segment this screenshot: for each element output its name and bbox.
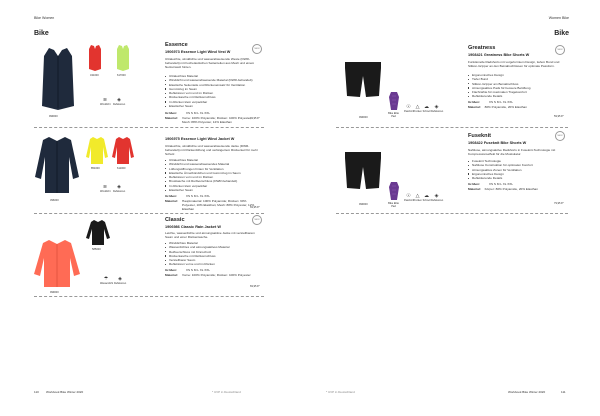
color-code: 999000 — [359, 116, 368, 119]
vest-red-image — [88, 45, 102, 71]
feature-item: Reflektoren vorn und im Rücken — [165, 175, 260, 179]
feature-item: Silikon-Gripper am Beinabschluss — [468, 82, 564, 86]
header-left: Bike Women — [34, 16, 55, 20]
sizes-label: Größen: — [165, 111, 178, 115]
color-code: 585000 — [92, 248, 101, 251]
legend-label: Winddicht — [100, 103, 111, 106]
product-name: Classic — [165, 217, 185, 223]
material-row — [165, 273, 260, 277]
rain-icon: ☂ Wasserdicht — [100, 276, 114, 285]
dry-icon: △ Trocken — [413, 104, 422, 113]
legend-label: Reflektoren — [114, 282, 127, 285]
feature-item: Reflektoren vorne und im Rücken — [165, 262, 260, 266]
wind-icon: ≋ Winddicht — [100, 184, 111, 193]
vest-navy-image — [40, 48, 76, 110]
divider — [34, 213, 264, 214]
color-code: 851000 — [91, 167, 100, 170]
vest-lime-image — [116, 45, 130, 71]
material-label: Material: — [165, 272, 178, 277]
product-name: Essence — [165, 42, 188, 48]
wind-icon: ≋ Winddicht — [100, 97, 111, 106]
legend-label: Trocken — [413, 110, 422, 113]
legend-label: Passform — [404, 199, 415, 202]
product-description: Nahtlose, atmungsaktive Radshorts in Fuseknit-Technologie mit Kompressionseffekt für die Muskulatur. — [468, 148, 556, 157]
color-code: 431000 — [90, 74, 99, 77]
price: 69,95 €* — [250, 206, 260, 209]
left-section-title: Bike — [34, 30, 49, 37]
header-right: Women Bike — [548, 16, 569, 20]
reflect-icon: ◈ Reflektoren — [431, 104, 444, 113]
color-code: 999000 — [50, 291, 59, 294]
sizes-label: Größen: — [165, 194, 178, 198]
rain-jacket-coral-image — [34, 240, 80, 288]
sizes-value: XS S M L XL XXL — [488, 100, 514, 104]
color-code: 396000 — [50, 199, 59, 202]
pad-purple-image — [389, 92, 399, 110]
material-value: Vorne: 100% Polyamide; Rücken: 100% Polyester, Mesh: 88% Polyester, 12% Elasthan — [182, 115, 252, 124]
material-label: Material: — [468, 104, 481, 109]
feature-item: Reflektierende Details — [468, 94, 564, 98]
sizes-value: XS S M L XL XXL — [185, 194, 211, 198]
feature-list — [165, 74, 260, 108]
sizes-label: Größen: — [165, 268, 178, 272]
legend-label: Wasserdicht — [100, 282, 114, 285]
reflect-icon: ◈ Reflektoren — [113, 184, 126, 193]
feature-list — [165, 241, 260, 267]
product-description: Leichte, wasserdichte und atmungsaktive Jacke mit verstellbarem Saum und einer Rückentasche. — [165, 231, 255, 240]
material-value: Hauptmaterial: 100% Polyamide; Rücken: 90% Polyester, 10% Elasthan; Mesh: 88% Polyester, 12% Elasthan — [182, 198, 255, 211]
price: 69,95 €* — [250, 285, 260, 288]
rain-jacket-black-image — [86, 220, 110, 246]
feature-item: Gummizug im Saum — [165, 87, 260, 91]
feature-item: Elastischer Saum — [165, 188, 260, 192]
feature-item: Rückentasche mit Reißverschluss — [165, 254, 260, 258]
product-code-line: 1906986 Classic Rain Jacket W — [165, 225, 221, 229]
feature-item: Tiefer Bund — [468, 77, 564, 81]
feature-item: Im Rücken klein verpackbar — [165, 184, 260, 188]
feature-list — [468, 73, 564, 99]
divider — [336, 213, 568, 214]
product-code-line: 1906975 Essence Light Wind Jacket W — [165, 137, 235, 141]
material-label: Material: — [468, 186, 481, 191]
sizes-label: Größen: — [468, 182, 481, 186]
footer-title-right: Workbook Bike Winter 2020 — [508, 390, 546, 394]
feature-item: Elastische Ärmelbündchen und Gummizug im Saum — [165, 171, 260, 175]
material-row — [468, 105, 564, 109]
divider — [34, 296, 264, 297]
legend-label: Reflektoren — [113, 190, 126, 193]
price: 49,95 €* — [250, 117, 260, 120]
feature-item: Flachnähte für maximalen Tragekomfort — [468, 90, 564, 94]
feature-item: Elastischer Saum — [165, 104, 260, 108]
feature-item: Im Rücken klein verpackbar — [165, 100, 260, 104]
feature-item: Brusttasche mit Reißverschluss (DWR-behandelt) — [165, 179, 260, 183]
sizes-value: XS S M L XL XXL — [185, 111, 211, 115]
sizes-value: XS S M L XL XXL — [488, 182, 514, 186]
feature-item: Ergonomisches Design — [468, 73, 564, 77]
feature-item: Atmungsaktive Pads für bessere Belüftung — [468, 86, 564, 90]
new-badge: NEW — [252, 44, 262, 54]
feature-item: Reißverschluss mit Kinnschutz — [165, 250, 260, 254]
material-row — [165, 199, 260, 212]
footer-title-left: Workbook Bike Winter 2020 — [46, 390, 84, 394]
material-value: Körper: 80% Polyamide, 20% Elasthan — [484, 186, 538, 191]
legend-label: Reflektoren — [431, 110, 444, 113]
legend-label: Passform — [404, 110, 415, 113]
feature-item: Fuseknit Technologie — [468, 159, 564, 163]
legend-label: Reflektoren — [113, 103, 126, 106]
material-row — [165, 116, 260, 124]
legend-label: Schnell — [422, 110, 431, 113]
feature-item: Ultraleichtes Material — [165, 74, 260, 78]
color-code: 999000 — [359, 203, 368, 206]
new-badge: NEW — [555, 45, 565, 55]
feature-item: Ergonomisches Design — [468, 172, 564, 176]
shorts-black-image — [343, 152, 383, 190]
dry-icon: △ Trocken — [413, 193, 422, 202]
feature-list — [165, 158, 260, 192]
feature-item: Elastische Seitenteile und Rückeneinsatz für Ventilation — [165, 83, 260, 87]
feature-item: Winddicht und wasserabweisendes Material — [165, 162, 260, 166]
color-code: 611000 — [117, 167, 126, 170]
new-badge: NEW — [555, 131, 565, 141]
material-value: Vorne: 100% Polyamide; Rücken: 100% Polyester — [182, 272, 251, 277]
material-row — [468, 187, 564, 191]
feature-item: Nahtlose Konstruktion für optimalen Komfort — [468, 163, 564, 167]
reflect-icon: ◈ Reflektoren — [431, 193, 444, 202]
product-name: Fuseknit — [468, 133, 492, 139]
product-description: Ultraleichte, winddichte und wasserabweisende Jacke (DWR-behandelt) mit Rückenlüftung und verlängertem Rückenteil für mehr Schutz. — [165, 144, 258, 157]
legend-label: Schnell — [422, 199, 431, 202]
fit-icon: ☉ Passform — [404, 193, 415, 202]
fit-icon: ☉ Passform — [404, 104, 415, 113]
price: 59,95 €* — [554, 115, 564, 118]
legend-label: Winddicht — [100, 190, 111, 193]
page-number-left: 110 — [34, 390, 39, 394]
product-description: Ultraleichte, winddichte und wasserabweisende Weste (DWR-behandelt) mit hochelastischen Seitenteilen aus Mesh und einem Netzeinsatz hinten. — [165, 57, 255, 70]
product-code-line: 1908422 Fuseknit Bike Shorts W — [468, 141, 527, 145]
jacket-navy-image — [35, 137, 79, 195]
color-code: 999000 — [49, 115, 58, 118]
product-description: Funktionelle Radshorts mit vorgeformtem Design, tiefem Bund und Silikon-Gripper an den Beinabschlüssen für optimale Passform. — [468, 60, 560, 69]
product-code-line: 1908421 Greatness Bike Shorts W — [468, 53, 530, 57]
pad-label: Bike Elite Pad — [388, 202, 399, 208]
material-value: 80% Polyamide, 20% Elasthan — [484, 104, 527, 109]
feature-item: Ultraleichtes Material — [165, 158, 260, 162]
pad-label: Bike Elite Pad — [388, 112, 399, 118]
price: 79,95 €* — [554, 202, 564, 205]
color-code: 617000 — [117, 74, 126, 77]
legend-label: Trocken — [413, 199, 422, 202]
feature-item: Winddichtes Material — [165, 241, 260, 245]
feature-item: Lüftungsöffnungen hinten für Ventilation — [165, 167, 260, 171]
reflect-icon: ◈ Reflektoren — [113, 97, 126, 106]
feature-item: Rückentasche mit Reißverschluss — [165, 95, 260, 99]
legend-label: Reflektoren — [431, 199, 444, 202]
new-badge: NEW — [252, 215, 262, 225]
feature-item: Winddicht und wasserabweisende Material (DWR-behandelt) — [165, 78, 260, 82]
material-label: Material: — [165, 198, 178, 203]
divider — [336, 127, 568, 128]
feature-item: Verstellbarer Saum — [165, 258, 260, 262]
right-section-title: Bike — [554, 30, 569, 37]
footer-note-left: * UVP in Deutschland — [212, 390, 241, 394]
feature-item: Wasserdichtes und atmungsaktives Material — [165, 245, 260, 249]
quick-icon: ☁ Schnell — [422, 193, 431, 202]
sizes-value: XS S M L XL XXL — [185, 268, 211, 272]
feature-item: Atmungsaktive Zonen für Ventilation — [468, 168, 564, 172]
shorts-black-image — [343, 62, 383, 98]
page-number-right: 111 — [561, 390, 566, 394]
pad-purple-image — [389, 182, 399, 200]
quick-icon: ☁ Schnell — [422, 104, 431, 113]
divider — [34, 127, 264, 128]
sizes-label: Größen: — [468, 100, 481, 104]
product-code-line: 1906973 Essence Light Wind Vest W — [165, 50, 231, 54]
product-name: Greatness — [468, 45, 496, 51]
material-label: Material: — [165, 115, 178, 120]
footer-note-right: * UVP in Deutschland — [326, 390, 355, 394]
jacket-yellow-image — [86, 137, 108, 165]
jacket-red-image — [112, 137, 134, 165]
reflect-icon: ◈ Reflektoren — [114, 276, 127, 285]
feature-item: Reflektierende Details — [468, 176, 564, 180]
feature-list — [468, 159, 564, 180]
feature-item: Reflektoren vorn und im Rücken — [165, 91, 260, 95]
